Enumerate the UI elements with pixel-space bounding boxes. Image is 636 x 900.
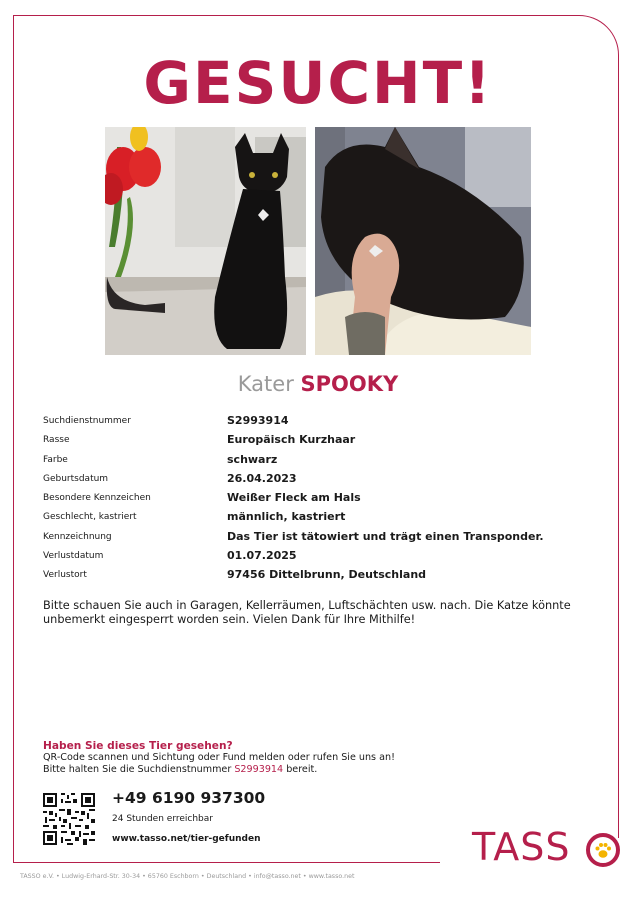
details-table [43, 413, 603, 587]
cat-photo-2-image [315, 127, 531, 355]
detail-label: Geburtsdatum [43, 473, 109, 484]
tasso-logo: TASS [472, 825, 571, 869]
website-link[interactable]: www.tasso.net/tier-gefunden [112, 834, 261, 844]
detail-label: Verlustort [43, 570, 87, 581]
detail-row [43, 509, 603, 528]
detail-label: Kennzeichnung [43, 531, 112, 542]
detail-row [43, 413, 603, 432]
detail-value: Das Tier ist tätowiert und trägt einen Transponder. [227, 529, 544, 543]
detail-row [43, 567, 603, 586]
detail-row [43, 490, 603, 509]
pet-type: Kater [237, 372, 294, 396]
sighting-heading: Haben Sie dieses Tier gesehen? [43, 740, 233, 752]
detail-value: S2993914 [227, 414, 289, 427]
pet-name-line [0, 370, 636, 398]
detail-label: Farbe [43, 454, 68, 465]
detail-value: schwarz [227, 452, 278, 466]
paw-icon [585, 832, 621, 868]
detail-row [43, 432, 603, 451]
detail-label: Verlustdatum [43, 551, 104, 562]
availability-text: 24 Stunden erreichbar [112, 814, 213, 824]
sighting-reference [43, 764, 603, 776]
qr-code-icon[interactable] [43, 793, 95, 845]
detail-value: 01.07.2025 [227, 549, 297, 563]
sighting-reference-pre: Bitte halten Sie die Suchdienstnummer [43, 764, 235, 775]
detail-label: Geschlecht, kastriert [43, 512, 137, 523]
detail-value: Weißer Fleck am Hals [227, 491, 361, 505]
sighting-section [43, 740, 603, 776]
detail-label: Suchdienstnummer [43, 416, 131, 426]
detail-value: Europäisch Kurzhaar [227, 433, 356, 447]
detail-value: 26.04.2023 [227, 471, 297, 485]
cat-photo-2 [315, 127, 531, 355]
sighting-reference-post: bereit. [283, 764, 318, 775]
detail-row [43, 452, 603, 471]
detail-row [43, 548, 603, 567]
cat-photo-1-image [105, 127, 306, 355]
detail-value: männlich, kastriert [227, 510, 346, 524]
phone-number[interactable]: +49 6190 937300 [112, 789, 266, 807]
description-text: Bitte schauen Sie auch in Garagen, Kellerräumen, Luftschächten usw. nach. Die Katze könnte unbemerkt eingesperrt worden sein. Vielen Dank für Ihre Mithilfe! [43, 599, 571, 626]
detail-value: 97456 Dittelbrunn, Deutschland [227, 568, 427, 582]
footer-address: TASSO e.V. • Ludwig-Erhard-Str. 30-34 • 65760 Eschborn • Deutschland • info@tasso.net • www.tasso.net [20, 873, 355, 880]
detail-label: Besondere Kennzeichen [43, 493, 151, 504]
detail-label: Rasse [43, 435, 70, 446]
poster-title: GESUCHT! [143, 49, 493, 117]
sighting-instructions: QR-Code scannen und Sichtung oder Fund melden oder rufen Sie uns an! [43, 752, 395, 763]
cat-photo-1 [105, 127, 306, 355]
detail-row [43, 529, 603, 548]
detail-row [43, 471, 603, 490]
sighting-reference-number: S2993914 [234, 764, 284, 775]
pet-name: SPOOKY [300, 372, 399, 396]
